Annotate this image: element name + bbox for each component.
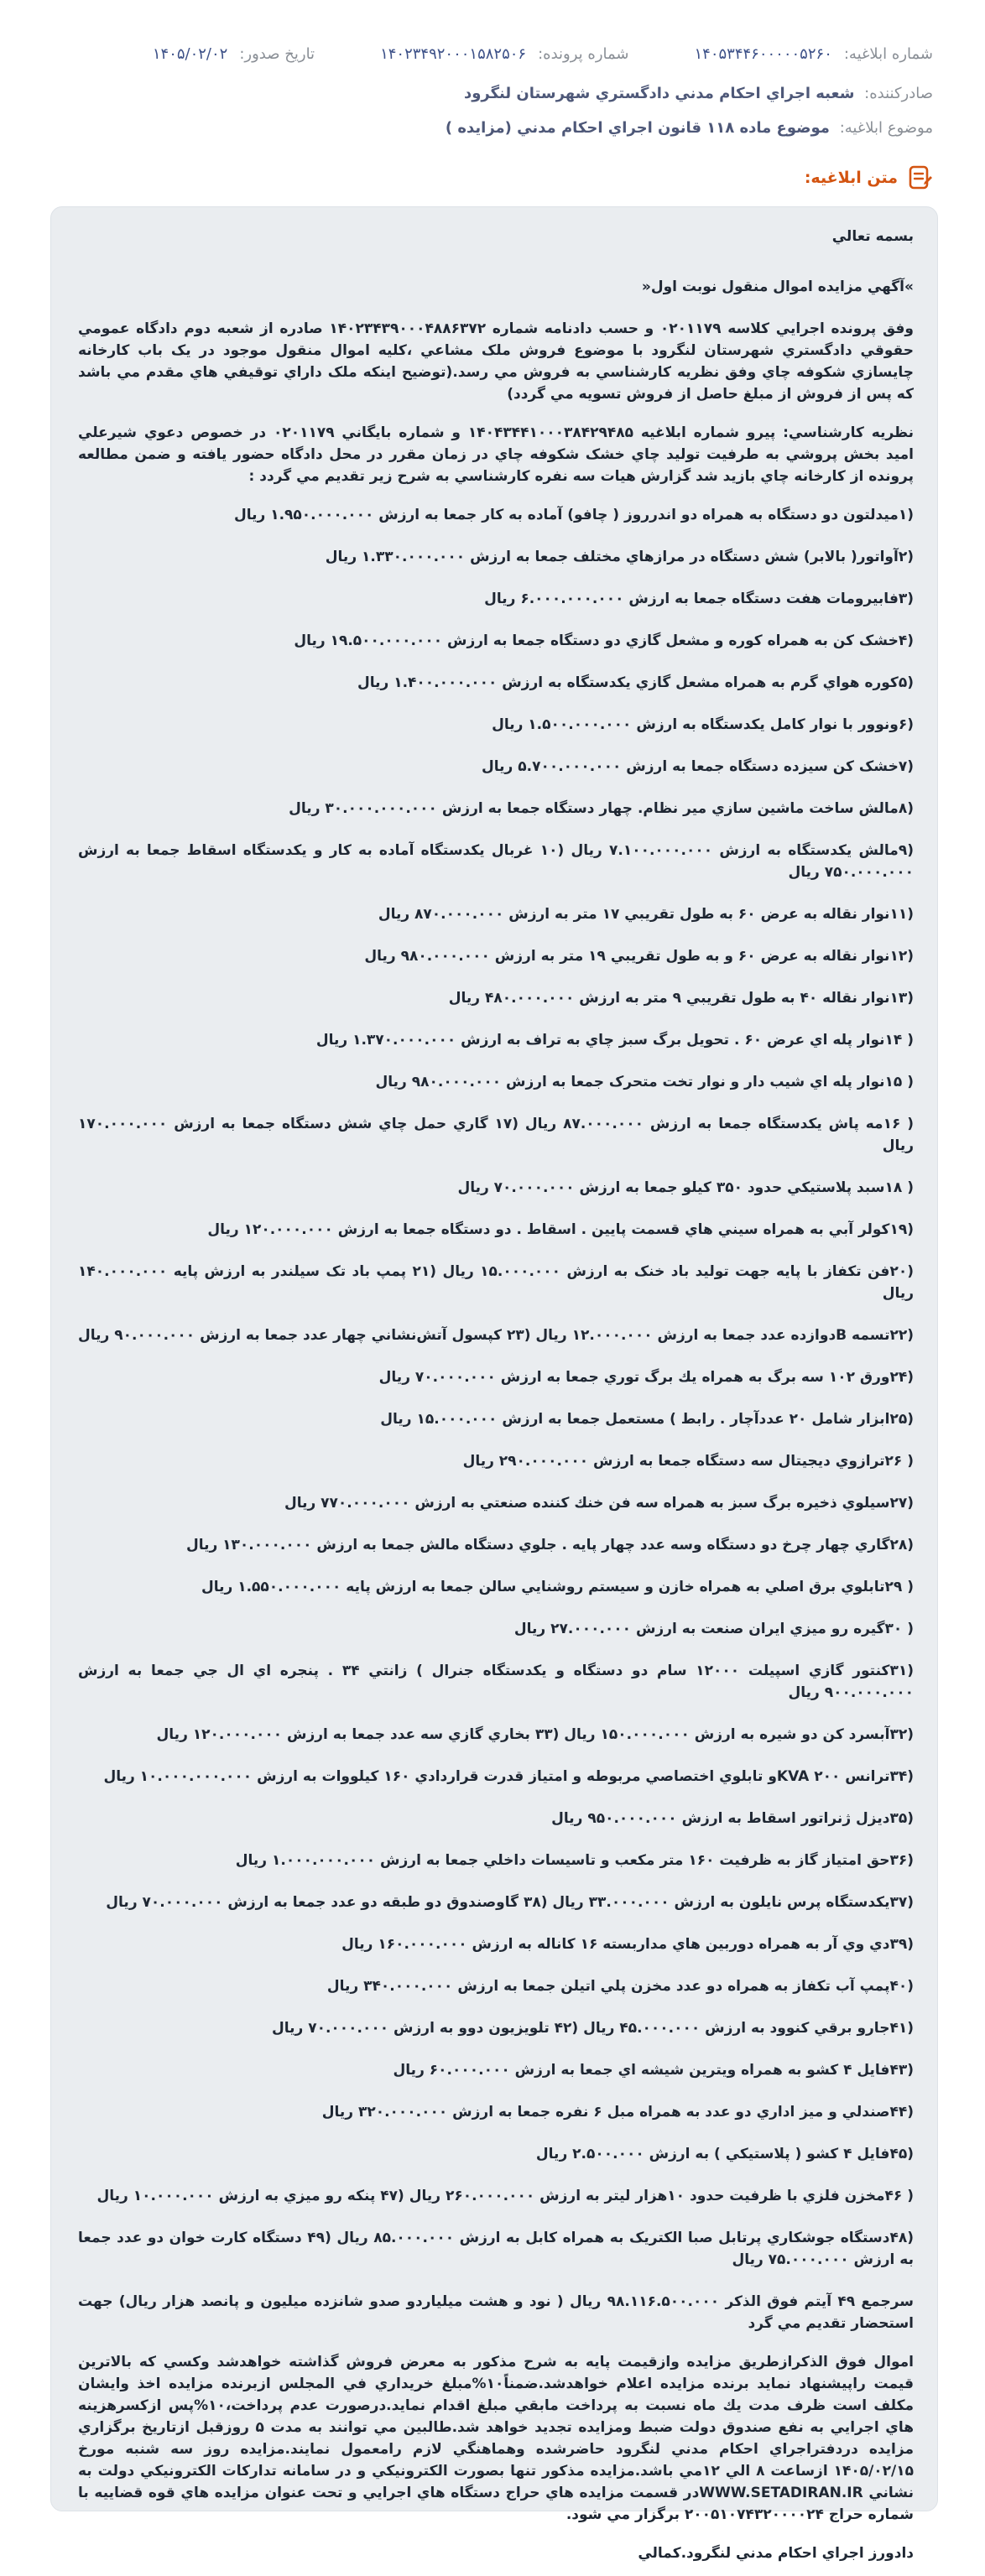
asset-item: (۹مالش يکدستگاه به ارزش ۷.۱۰۰.۰۰۰.۰۰۰ ريال (۱۰ غربال يکدستگاه آماده به کار و يکدستگاه اسقاط جمعا به ارزش ۷۵۰.۰۰۰.۰۰۰ ريال <box>78 842 914 881</box>
subject-label: موضوع ابلاغيه: <box>839 119 933 137</box>
asset-item: (۲۸گاري چهار چرخ دو دستگاه وسه عدد چهار پايه . جلوي دستگاه مالش جمعا به ارزش ۱۳۰.۰۰۰.۰۰۰ ريال <box>185 1537 914 1553</box>
notice-number <box>695 37 934 70</box>
asset-item: ( ۱۵نوار پله اي شيب دار و نوار تخت متحرک جمعا به ارزش ۹۸۰.۰۰۰.۰۰۰ ريال <box>375 1074 914 1090</box>
notice-text-heading <box>805 164 933 191</box>
asset-item: (۱۱نوار نقاله به عرض ۶۰ به طول تقريبي ۱۷ متر به ارزش ۸۷۰.۰۰۰.۰۰۰ ريال <box>378 906 914 923</box>
asset-item: ( ۳۰گيره رو ميزي ايران صنعت به ارزش ۲۷.۰۰۰.۰۰۰ ريال <box>513 1621 914 1637</box>
case-paragraph: وفق پرونده اجرايي کلاسه ۰۲۰۱۱۷۹ و حسب دادنامه شماره ۱۴۰۲۳۴۳۹۰۰۰۴۸۸۶۳۷۲ صادره از شعبه دوم دادگاه عمومي حقوقي دادگستري شهرستان لنگرود با موضوع فروش ملک مشاعي ،کليه اموال منقول موجود در يک باب کارخانه چايسازي شکوفه چاي وفق نظريه کارشناسي به فروش مي رسد.(توضيح اينکه ملک داراي توقيفي هاي مقدم مي باشد که پس از فروش از مبلغ حاصل از فروش تسويه مي گردد) <box>78 320 914 403</box>
notice-number-label: شماره ابلاغيه: <box>843 44 933 63</box>
asset-item: (۳۷يکدستگاه پرس نايلون به ارزش ۳۳.۰۰۰.۰۰۰ ريال (۳۸ گاوصندوق دو طبقه دو عدد جمعا به ارزش ۷۰.۰۰۰.۰۰۰ ريال <box>106 1894 914 1911</box>
auction-terms-paragraph: اموال فوق الذکرازطريق مزايده وازقيمت پايه به شرح مذکور به معرض فروش گذاشته خواهدشد وکسي كه بالاترين قيمت راپيشنهاد نمايد برنده مزايده اعلام خواهدشد.ضمناً۱۰%مبلغ خريداري في المجلس ازبرنده مزايده اخذ وايشان مكلف است ظرف مدت يك ماه نسبت به پرداخت مابقي مبلغ اقدام نمايد.درصورت عدم پرداخت،۱۰%پس ازكسرهزينه هاي اجرايي به نفع صندوق دولت ضبط ومزايده تجديد خواهد شد.طالبين مي توانند به مدت ۵ روزقبل ازتاريخ برگزاري مزايده دردفتراجراي احکام مدني لنگرود حاضرشده وهماهنگي لازم رامعمول نمايند.مزايده روز سه شنبه مورخ ۱۴۰۵/۰۲/۱۵ ازساعت ۸ الي ۱۲مي باشد.مزايده مذکور تنها بصورت الکترونيکي و در سامانه تدارکات الکترونيکي دولت به نشاني WWW.SETADIRAN.IRدر قسمت مزايده هاي حراج دستگاه هاي اجرايي و تحت عنوان مزايده هاي قوه قضاييه با شماره حراج ۲۰۰۵۱۰۷۴۳۲۰۰۰۰۲۴ برگزار مي شود. <box>78 2354 914 2523</box>
asset-item: (۳۶حق امتياز گاز به ظرفيت ۱۶۰ متر مکعب و تاسيسات داخلي جمعا به ارزش ۱.۰۰۰.۰۰۰.۰۰۰ ريال <box>235 1852 914 1869</box>
notice-text-title: متن ابلاغيه: <box>804 169 898 187</box>
notice-number-value: ۱۴۰۵۳۴۴۶۰۰۰۰۰۵۲۶۰ <box>694 44 832 63</box>
asset-item: (۳۹دي وي آر به همراه دوربين هاي مداربسته ۱۶ كاناله به ارزش ۱۶۰.۰۰۰.۰۰۰ ريال <box>341 1936 914 1953</box>
asset-item: (۴خشک کن به همراه کوره و مشعل گازي دو دستگاه جمعا به ارزش ۱۹.۵۰۰.۰۰۰.۰۰۰ ريال <box>294 632 914 649</box>
asset-item: (۵کوره هواي گرم به همراه مشعل گازي يکدستگاه به ارزش ۱.۴۰۰.۰۰۰.۰۰۰ ريال <box>357 674 914 691</box>
issuer-line <box>464 85 933 102</box>
asset-item: (۶ونوور با نوار کامل يکدستگاه به ارزش ۱.۵۰۰.۰۰۰.۰۰۰ ريال <box>492 716 914 733</box>
asset-list <box>78 504 914 2271</box>
asset-item: (۲۲تسمه Bدوازده عدد جمعا به ارزش ۱۲.۰۰۰.۰۰۰ ريال (۲۳ کپسول آتش‌نشاني چهار عدد جمعا به ارزش ۹۰.۰۰۰.۰۰۰ ريال <box>78 1327 914 1344</box>
document-text-icon <box>908 164 933 191</box>
issuer-label: صادرکننده: <box>864 85 933 102</box>
file-number <box>380 37 628 70</box>
asset-item: (۷خشک کن سيزده دستگاه جمعا به ارزش ۵.۷۰۰.۰۰۰.۰۰۰ ريال <box>482 758 914 775</box>
asset-item: (۲آواتور( بالابر) شش دستگاه در مرازهاي مختلف جمعا به ارزش ۱.۳۳۰.۰۰۰.۰۰۰ ريال <box>325 549 914 565</box>
asset-item: (۱ميدلتون دو دستگاه به همراه دو اندرروز ( چافو) آماده به کار جمعا به ارزش ۱.۹۵۰.۰۰۰.۰۰۰ ريال <box>233 507 914 523</box>
file-number-value: ۱۴۰۲۳۴۹۲۰۰۰۱۵۸۲۵۰۶ <box>380 44 527 63</box>
asset-item: ( ۱۶مه پاش يکدستگاه جمعا به ارزش ۸۷.۰۰۰.۰۰۰ ريال (۱۷ گاري حمل چاي شش دستگاه جمعا به ارزش ۱۷۰.۰۰۰.۰۰۰ ريال <box>78 1116 914 1154</box>
asset-item: (۴۳فايل ۴ کشو به همراه ويترين شيشه اي جمعا به ارزش ۶۰.۰۰۰.۰۰۰ ريال <box>393 2062 914 2079</box>
asset-item: (۴۴صندلي و ميز اداري دو عدد به همراه مبل ۶ نفره جمعا به ارزش ۳۲۰.۰۰۰.۰۰۰ ريال <box>321 2104 914 2121</box>
asset-item: (۲۴ورق ۱۰۲ سه برگ به همراه يك برگ توري جمعا به ارزش ۷۰.۰۰۰.۰۰۰ ريال <box>378 1369 914 1386</box>
asset-item: (۴۱جارو برقي کنوود به ارزش ۴۵.۰۰۰.۰۰۰ ريال (۴۲ تلويزيون دوو به ارزش ۷۰.۰۰۰.۰۰۰ ريال <box>271 2020 914 2037</box>
asset-item: ( ۲۶ترازوي ديجيتال سه دستگاه جمعا به ارزش ۲۹۰.۰۰۰.۰۰۰ ريال <box>462 1453 914 1470</box>
issuer-value: شعبه اجراي احکام مدني دادگستري شهرستان لنگرود <box>463 85 855 102</box>
auction-headline: »آگهي مزايده اموال منقول نوبت اول« <box>641 278 914 295</box>
subject-line <box>446 119 933 137</box>
asset-item: ( ۴۶مخزن فلزي با ظرفيت حدود ۱۰هزار ليتر به ارزش ۲۶۰.۰۰۰.۰۰۰ ريال (۴۷ پنکه رو ميزي به ارزش ۱۰.۰۰۰.۰۰۰ ريال <box>96 2188 914 2204</box>
file-number-label: شماره پرونده: <box>538 44 629 63</box>
asset-item: (۱۳نوار نقاله ۴۰ به طول تقريبي ۹ متر به ارزش ۴۸۰.۰۰۰.۰۰۰ ريال <box>448 990 914 1007</box>
issue-date-label: تاريخ صدور: <box>239 44 315 63</box>
asset-item: (۴۰پمپ آب تکفاز به همراه دو عدد مخزن پلي اتيلن جمعا به ارزش ۳۴۰.۰۰۰.۰۰۰ ريال <box>326 1978 914 1995</box>
asset-item: (۲۵ابزار شامل ۲۰ عددآچار . رابط ) مستعمل جمعا به ارزش ۱۵.۰۰۰.۰۰۰ ريال <box>380 1411 914 1428</box>
issue-date <box>153 37 315 70</box>
signature: دادورز اجراي احکام مدني لنگرود.کمالي <box>638 2545 914 2562</box>
expert-opinion-paragraph: نظريه کارشناسي: پيرو شماره ابلاغيه ۱۴۰۴۳۴۴۱۰۰۰۳۸۴۲۹۴۸۵ و شماره بايگاني ۰۲۰۱۱۷۹ در خصوص دعوي شيرعلي اميد بخش پروشي به طرفيت توليد چاي خشک شکوفه چاي در زمان مقرر در محل دادگاه حضور يافته و ضمن مطالعه پرونده از کارخانه چاي بازيد شد گزارش هيات سه نفره کارشناسي به شرح زير تقديم مي گردد : <box>78 424 914 485</box>
asset-item: (۱۹کولر آبي به همراه سيني هاي قسمت پايين . اسقاط . دو دستگاه جمعا به ارزش ۱۲۰.۰۰۰.۰۰۰ ريال <box>207 1221 914 1238</box>
issue-date-value: ۱۴۰۵/۰۲/۰۲ <box>152 44 228 63</box>
asset-item: (۳۵ديزل ژنراتور اسقاط به ارزش ۹۵۰.۰۰۰.۰۰۰ ريال <box>551 1810 914 1827</box>
asset-item: (۸مالش ساخت ماشين سازي مير نظام. چهار دستگاه جمعا به ارزش ۳۰.۰۰۰.۰۰۰.۰۰۰ ريال <box>289 800 914 817</box>
asset-item: (۳۱کنتور گازي اسپيلت ۱۲۰۰۰ سام دو دستگاه و يکدستگاه جنرال ) زانتي ۳۴ . پنجره اي ال جي جمعا به ارزش ۹۰۰.۰۰۰.۰۰۰ ريال <box>78 1663 914 1701</box>
total-summary: سرجمع ۴۹ آيتم فوق الذکر ۹۸.۱۱۶.۵۰۰.۰۰۰ ريال ( نود و هشت ميلياردو صدو شانزده ميليون و پانصد هزار ريال) جهت استحضار تقديم مي گرد <box>78 2293 914 2332</box>
asset-item: (۲۷سيلوي ذخيره برگ سبز به همراه سه فن خنك كننده صنعتي به ارزش ۷۷۰.۰۰۰.۰۰۰ ريال <box>284 1495 914 1512</box>
asset-item: (۳۲آبسرد کن دو شيره به ارزش ۱۵۰.۰۰۰.۰۰۰ ريال (۳۳ بخاري گازي سه عدد جمعا به ارزش ۱۲۰.۰۰۰.۰۰۰ ريال <box>156 1726 914 1743</box>
asset-item: ( ۱۸سبد پلاستيکي حدود ۳۵۰ کيلو جمعا به ارزش ۷۰.۰۰۰.۰۰۰ ريال <box>457 1179 914 1196</box>
subject-value: موضوع ماده ۱۱۸ قانون اجراي احکام مدني (مزايده ) <box>445 119 830 137</box>
notice-text-content <box>78 226 914 2562</box>
greeting: بسمه تعالي <box>831 228 914 245</box>
asset-item: (۳فابيرومات هفت دستگاه جمعا به ارزش ۶.۰۰۰.۰۰۰.۰۰۰ ريال <box>484 591 914 607</box>
asset-item: (۲۰فن تکفاز با پايه جهت توليد باد خنک به ارزش ۱۵.۰۰۰.۰۰۰ ريال (۲۱ پمپ باد تک سيلندر به ارزش پايه ۱۴۰.۰۰۰.۰۰۰ ريال <box>78 1263 914 1302</box>
asset-item: (۴۵فايل ۴ کشو ( پلاستيکي ) به ارزش ۲.۵۰۰.۰۰۰ ريال <box>535 2146 914 2162</box>
asset-item: ( ۱۴نوار پله اي عرض ۶۰ . تحويل برگ سبز چاي به تراف به ارزش ۱.۳۷۰.۰۰۰.۰۰۰ ريال <box>315 1032 914 1049</box>
asset-item: (۱۲نوار نقاله به عرض ۶۰ و به طول تقريبي ۱۹ متر به ارزش ۹۸۰.۰۰۰.۰۰۰ ريال <box>364 948 914 965</box>
asset-item: (۳۴ترانس ۲۰۰ KVAو تابلوي اختصاصي مربوطه و امتياز قدرت قراردادي ۱۶۰ کيلووات به ارزش ۱۰.۰۰۰.۰۰۰.۰۰۰ ريال <box>103 1768 914 1785</box>
asset-item: (۴۸دستگاه جوشکاري پرتابل صبا الکتريک به همراه کابل به ارزش ۸۵.۰۰۰.۰۰۰ ريال (۴۹ دستگاه کارت خوان دو عدد جمعا به ارزش ۷۵.۰۰۰.۰۰۰ ريال <box>78 2230 914 2268</box>
asset-item: ( ۲۹تابلوي برق اصلي به همراه خازن و سيستم روشنايي سالن جمعا به ارزش پايه ۱.۵۵۰.۰۰۰.۰۰۰ ريال <box>201 1579 914 1595</box>
notice-meta-row <box>34 37 933 70</box>
notice-text-panel <box>50 206 938 2562</box>
